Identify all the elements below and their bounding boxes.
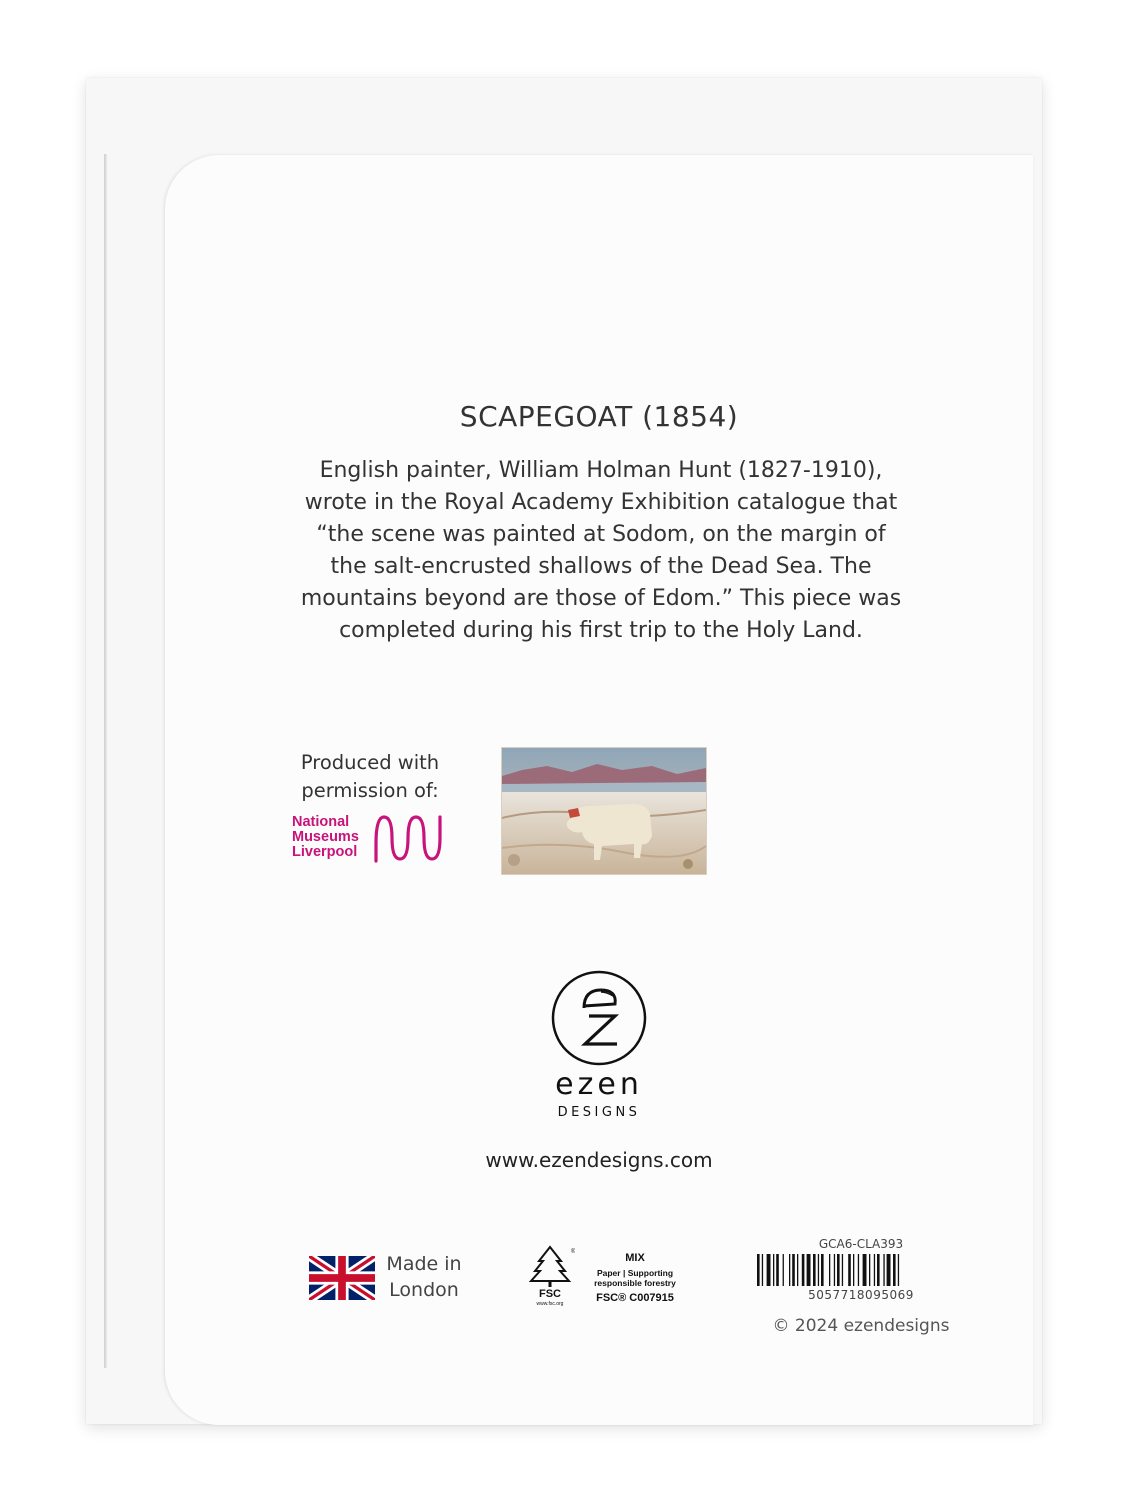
envelope-edge	[104, 154, 107, 1368]
artwork-thumbnail	[501, 747, 707, 875]
wave-logo-icon	[374, 813, 446, 863]
artwork-description: English painter, William Holman Hunt (1827-1910), wrote in the Royal Academy Exhibition catalogue that “the scene was painted at Sodom, on the margin of the salt-encrusted shallows of the Dead Sea. The mountains beyond are those of Edom.” This piece was completed during his first trip to the Holy Land.	[300, 458, 902, 643]
svg-text:®: ®	[571, 1249, 575, 1255]
fsc-site-text: www.fsc.org	[536, 1301, 564, 1307]
brand-name: ezen	[555, 1067, 643, 1102]
fsc-certification: MIX Paper | Supporting responsible forestry FSC® C007915	[594, 1252, 676, 1304]
greeting-card-back	[165, 155, 1033, 1425]
artwork-title: SCAPEGOAT (1854)	[459, 400, 739, 433]
sku-code: GCA6-CLA393	[818, 1237, 904, 1251]
partner-logo	[292, 813, 452, 865]
fsc-tree-icon	[525, 1245, 575, 1307]
permission-text: Produced with permission of:	[300, 751, 440, 802]
made-in-london: Made in London	[386, 1253, 462, 1301]
website-link[interactable]: www.ezendesigns.com	[485, 1148, 713, 1172]
barcode-icon	[755, 1254, 967, 1286]
partner-logo-text: National Museums Liverpool	[292, 814, 359, 860]
copyright: © 2024 ezendesigns	[772, 1316, 950, 1336]
uk-flag-icon	[309, 1256, 375, 1300]
ean-number: 5057718095069	[808, 1288, 914, 1302]
ezen-logo-icon	[551, 970, 647, 1066]
brand-subtitle: DESIGNS	[557, 1105, 641, 1120]
fsc-logo-text: FSC	[539, 1288, 561, 1300]
